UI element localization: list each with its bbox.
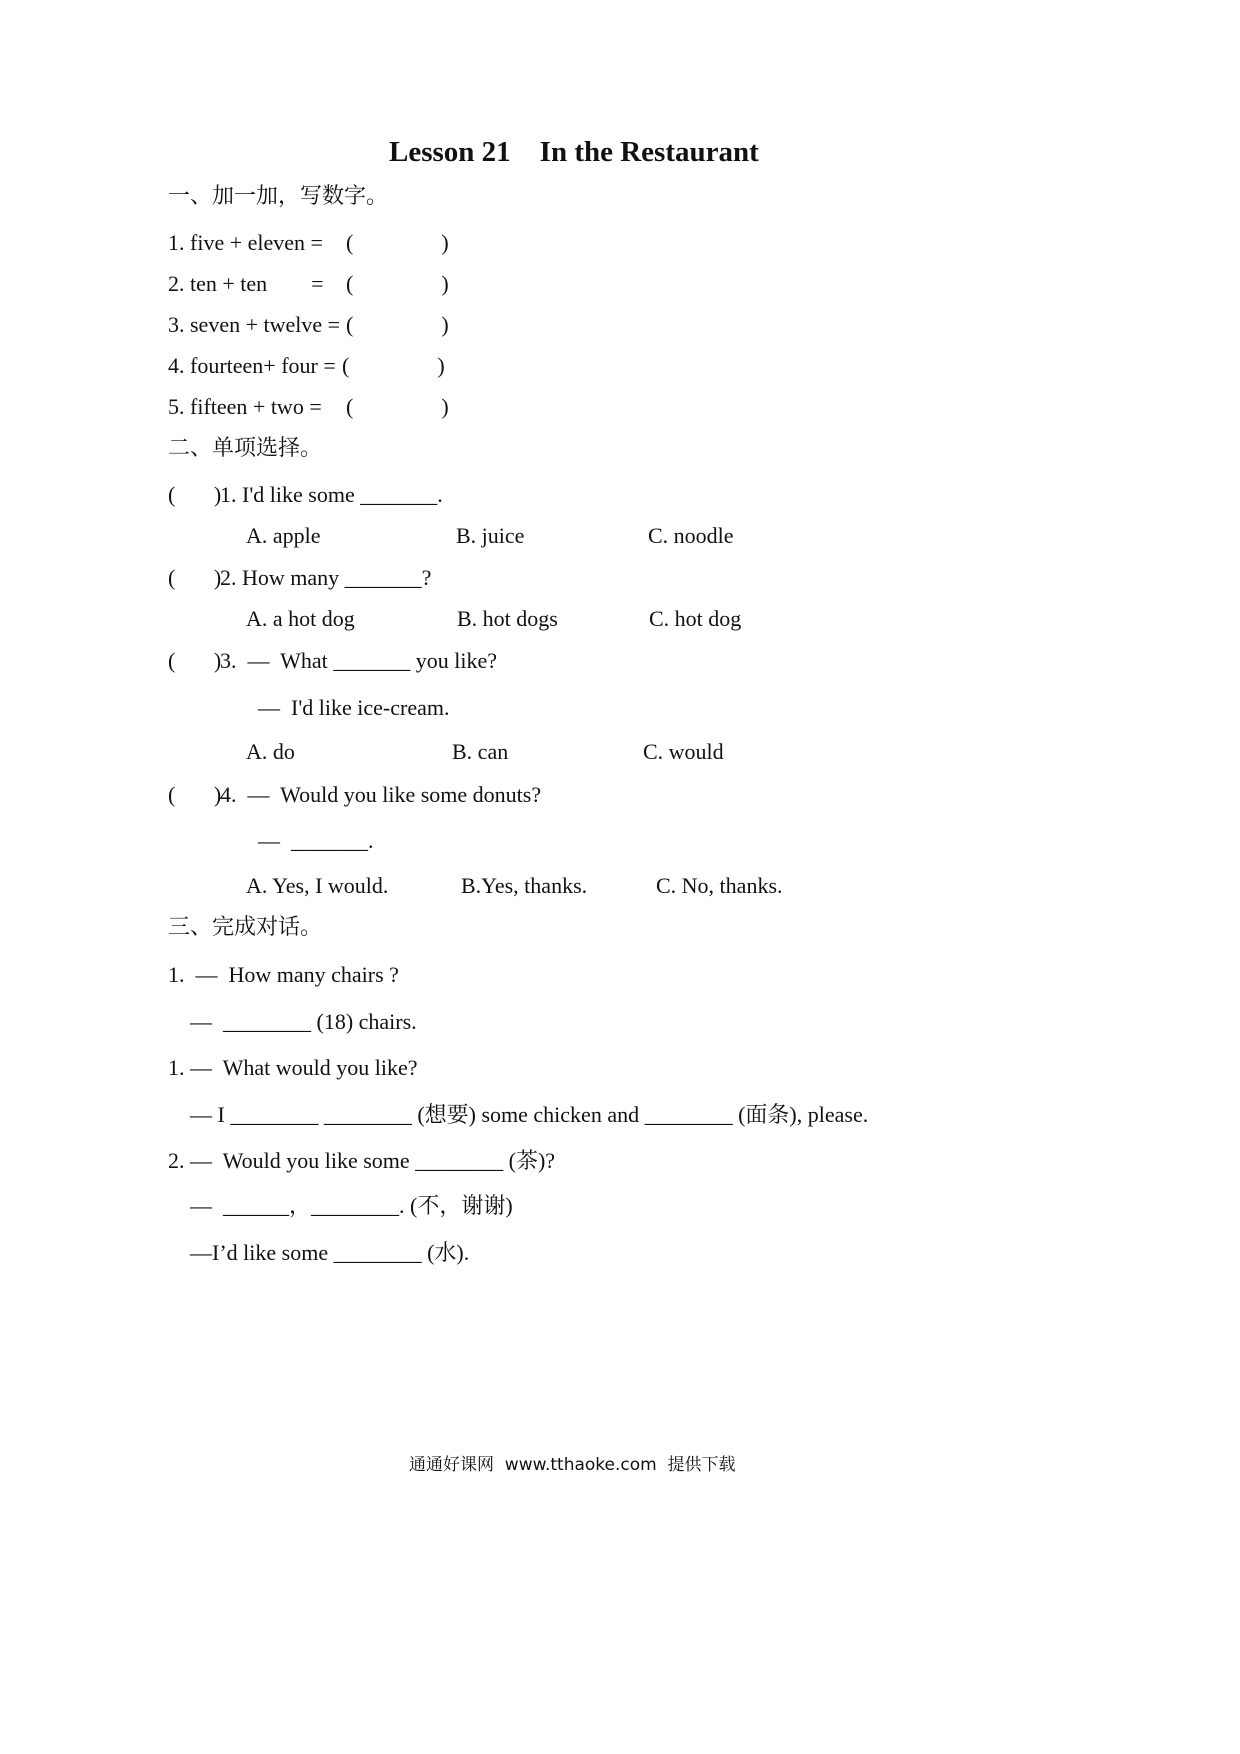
addition-expression-1: 1. five + eleven = [168, 230, 323, 255]
choice-bracket-4[interactable]: ( ) [168, 782, 222, 807]
question-3-option-a: A. do [246, 739, 295, 764]
question-2-option-c: C. hot dog [649, 606, 742, 631]
question-4-reply: — _______. [258, 828, 374, 853]
question-3-option-b: B. can [452, 739, 509, 764]
section-1-heading: 一、加一加，写数字。 [168, 184, 389, 209]
dialogue-line-7: —I’d like some ________ (水). [190, 1240, 470, 1265]
addition-expression-3: 3. seven + twelve = [168, 312, 341, 337]
dialogue-line-5: 2. — Would you like some ________ (茶)? [168, 1148, 556, 1173]
question-3-option-c: C. would [643, 739, 724, 764]
question-3-reply: — I'd like ice-cream. [258, 695, 450, 720]
question-4-option-c: C. No, thanks. [656, 873, 783, 898]
dialogue-line-3: 1. — What would you like? [168, 1055, 418, 1080]
question-4-option-a: A. Yes, I would. [246, 873, 389, 898]
answer-bracket-5[interactable]: ( ) [346, 394, 449, 419]
dialogue-line-2: — ________ (18) chairs. [190, 1009, 417, 1034]
question-1-option-c: C. noodle [648, 523, 734, 548]
section-3-heading: 三、完成对话。 [168, 915, 323, 940]
question-4-stem: 4. — Would you like some donuts? [220, 782, 542, 807]
page-title: Lesson 21 In the Restaurant [389, 136, 759, 168]
question-4-option-b: B.Yes, thanks. [461, 873, 588, 898]
addition-expression-5: 5. fifteen + two = [168, 394, 322, 419]
addition-expression-2: 2. ten + ten = [168, 271, 324, 296]
choice-bracket-3[interactable]: ( ) [168, 648, 222, 673]
question-3-stem: 3. — What _______ you like? [220, 648, 497, 673]
addition-expression-4: 4. fourteen+ four = [168, 353, 336, 378]
question-1-option-a: A. apple [246, 523, 321, 548]
question-2-option-a: A. a hot dog [246, 606, 355, 631]
question-1-option-b: B. juice [456, 523, 525, 548]
dialogue-line-1: 1. — How many chairs ? [168, 962, 399, 987]
answer-bracket-2[interactable]: ( ) [346, 271, 449, 296]
choice-bracket-1[interactable]: ( ) [168, 482, 222, 507]
answer-bracket-3[interactable]: ( ) [346, 312, 449, 337]
question-2-option-b: B. hot dogs [457, 606, 558, 631]
answer-bracket-4[interactable]: ( ) [342, 353, 445, 378]
question-1-stem: 1. I'd like some _______. [220, 482, 443, 507]
answer-bracket-1[interactable]: ( ) [346, 230, 449, 255]
choice-bracket-2[interactable]: ( ) [168, 565, 222, 590]
dialogue-line-4: — I ________ ________ (想要) some chicken and ________ (面条), please. [190, 1102, 869, 1127]
dialogue-line-6: — ______，________. (不，谢谢) [190, 1193, 513, 1218]
section-2-heading: 二、单项选择。 [168, 436, 323, 461]
question-2-stem: 2. How many _______? [220, 565, 432, 590]
footer-credit: 通通好课网 www.tthaoke.com 提供下载 [409, 1455, 736, 1475]
